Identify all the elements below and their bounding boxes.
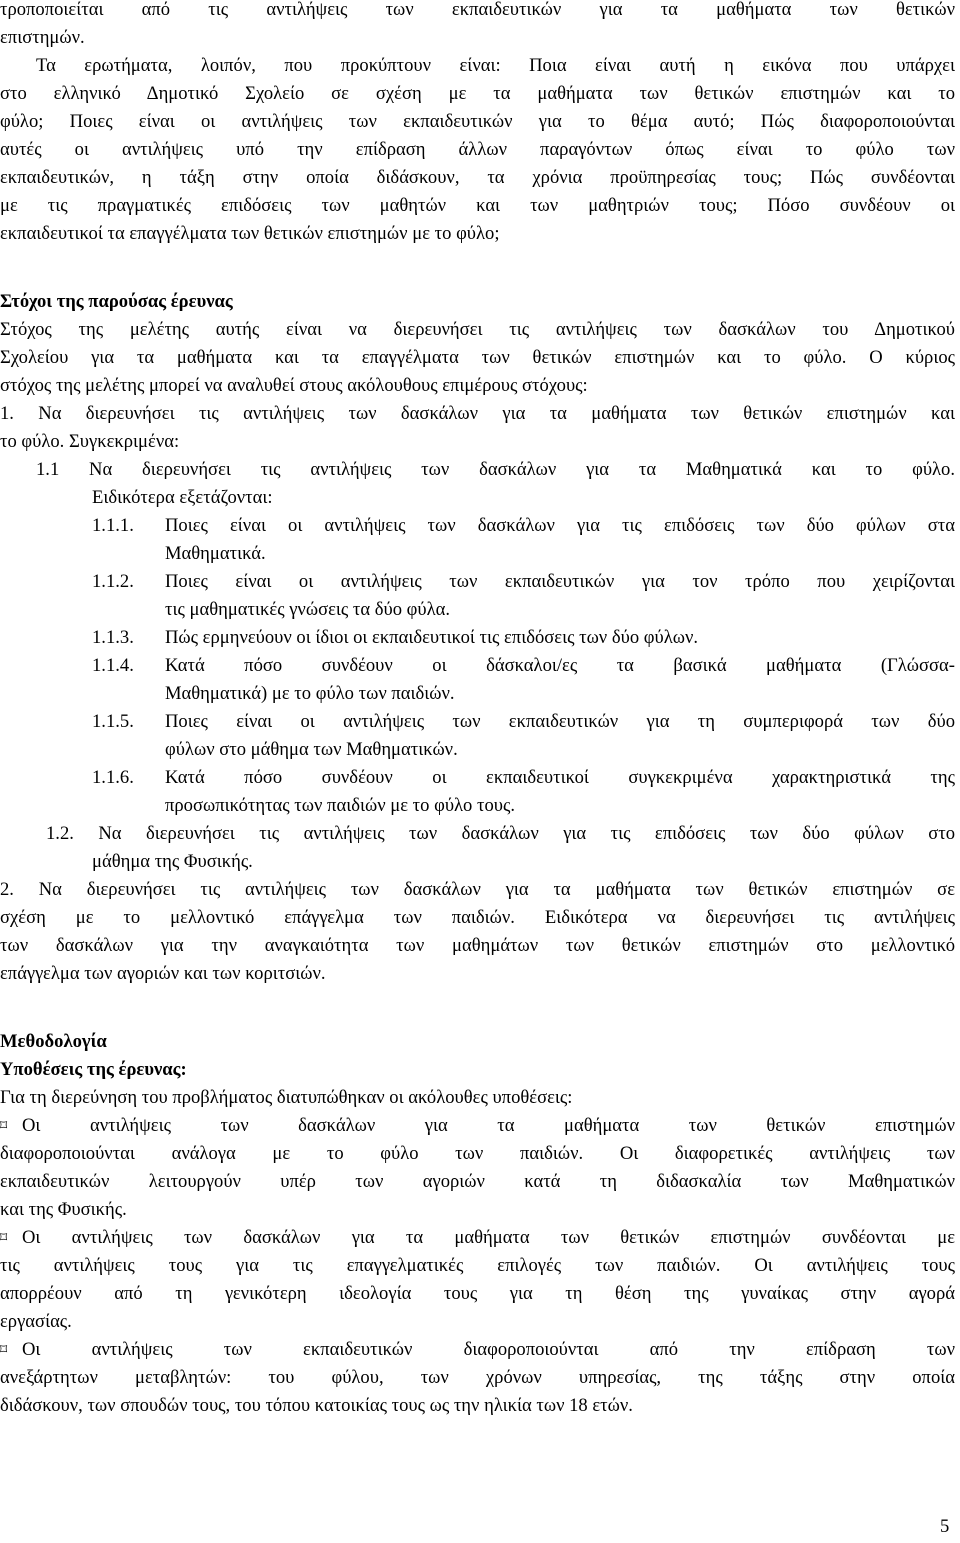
bullet-icon: ⌑ <box>0 1230 8 1246</box>
goal-item-number: 1.1.4. <box>92 655 134 676</box>
section-heading-goals: Στόχοι της παρούσας έρευνας <box>0 291 233 312</box>
hypothesis-text: Οι αντιλήψεις των δασκάλων για τα μαθήματα των θετικών επιστημών <box>22 1115 955 1136</box>
goal-2-line: 2. Να διερευνήσει τις αντιλήψεις των δασκάλων για τα μαθήματα των θετικών επιστημών σε <box>0 879 955 900</box>
goal-item-number: 1.1.1. <box>92 515 134 536</box>
goal-item-text: Κατά πόσο συνδέουν οι δάσκαλοι/ες τα βασικά μαθήματα (Γλώσσα- <box>165 655 955 676</box>
hypothesis-2-line: απορρέουν από τη γενικότερη ιδεολογία τους για τη θέση της γυναίκας στην αγορά <box>0 1283 955 1304</box>
hypothesis-3-line: διδάσκουν, των σπουδών τους, του τόπου κατοικίας τους ως την ηλικία των 18 ετών. <box>0 1395 633 1416</box>
goal-2-line: σχέση με το μελλοντικό επάγγελμα των παιδιών. Ειδικότερα να διερευνήσει τις αντιλήψεις <box>0 907 955 928</box>
goal-item <box>92 652 955 680</box>
hypothesis-2-line: τις αντιλήψεις τους για τις επαγγελματικές επιλογές των παιδιών. Οι αντιλήψεις τους <box>0 1255 955 1276</box>
goal-item-text: προσωπικότητας των παιδιών με το φύλο τους. <box>165 795 515 816</box>
goal-item-number: 1.1.3. <box>92 627 134 648</box>
intro-line: Τα ερωτήματα, λοιπόν, που προκύπτουν είναι: Ποια είναι αυτή η εικόνα που υπάρχει <box>36 55 955 76</box>
goal-item <box>92 568 955 596</box>
hypothesis-text: Οι αντιλήψεις των δασκάλων για τα μαθήματα των θετικών επιστημών συνδέονται με <box>22 1227 955 1248</box>
goal-item-text: Μαθηματικά) με το φύλο των παιδιών. <box>165 683 455 704</box>
bullet-icon: ⌑ <box>0 1118 8 1134</box>
hypothesis-1-line: εκπαιδευτικών λειτουργούν υπέρ των αγοριών κατά τη διδασκαλία των Μαθηματικών <box>0 1171 955 1192</box>
page-number: 5 <box>940 1516 950 1537</box>
intro-line: στο ελληνικό Δημοτικό Σχολείο σε σχέση με τα μαθήματα των θετικών επιστημών και το <box>0 83 955 104</box>
goals-line: Στόχος της μελέτης αυτής είναι να διερευνήσει τις αντιλήψεις των δασκάλων του Δημοτικού <box>0 319 955 340</box>
goal-1-1-line: 1.1 Να διερευνήσει τις αντιλήψεις των δασκάλων για τα Μαθηματικά και το φύλο. <box>36 459 955 480</box>
hypothesis-3-line <box>0 1336 955 1364</box>
hypotheses-intro: Για τη διερεύνηση του προβλήματος διατυπώθηκαν οι ακόλουθες υποθέσεις: <box>0 1087 573 1108</box>
intro-line: φύλο; Ποιες είναι οι αντιλήψεις των εκπαιδευτικών για το θέμα αυτό; Πώς διαφοροποιούνται <box>0 111 955 132</box>
intro-line: εκπαιδευτικών, η τάξη στην οποία διδάσκουν, τα χρόνια προϋπηρεσίας τους; Πώς συνδέονται <box>0 167 955 188</box>
intro-line: με τις πραγματικές επιδόσεις των μαθητών και των μαθητριών τους; Πόσο συνδέουν οι <box>0 195 955 216</box>
goal-item-text: Μαθηματικά. <box>165 543 266 564</box>
intro-line: αυτές οι αντιλήψεις υπό την επίδραση άλλων παραγόντων όπως είναι το φύλο των <box>0 139 955 160</box>
goal-item-text: φύλων στο μάθημα των Μαθηματικών. <box>165 739 458 760</box>
hypothesis-3-line: ανεξάρτητων μεταβλητών: του φύλου, των χρόνων υπηρεσίας, της τάξης στην οποία <box>0 1367 955 1388</box>
bullet-icon: ⌑ <box>0 1342 8 1358</box>
goal-item-text: Ποιες είναι οι αντιλήψεις των εκπαιδευτικών για τον τρόπο που χειρίζονται <box>165 571 955 592</box>
hypothesis-1-line <box>0 1112 955 1140</box>
subheading-hypotheses: Υποθέσεις της έρευνας: <box>0 1059 187 1080</box>
goal-1-line: το φύλο. Συγκεκριμένα: <box>0 431 180 452</box>
goal-2-line: των δασκάλων για την αναγκαιότητα των μαθημάτων των θετικών επιστημών στο μελλοντικό <box>0 935 955 956</box>
goal-item <box>92 764 955 792</box>
hypothesis-1-line: και της Φυσικής. <box>0 1199 127 1220</box>
goal-1-2-line: μάθημα της Φυσικής. <box>92 851 253 872</box>
goal-1-2-line: 1.2. Να διερευνήσει τις αντιλήψεις των δασκάλων για τις επιδόσεις των δύο φύλων στο <box>46 823 955 844</box>
goal-item <box>92 708 955 736</box>
goals-line: στόχος της μελέτης μπορεί να αναλυθεί στους ακόλουθους επιμέρους στόχους: <box>0 375 588 396</box>
goals-line: Σχολείου για τα μαθήματα και τα επαγγέλματα των θετικών επιστημών και το φύλο. Ο κύριος <box>0 347 955 368</box>
goal-item-number: 1.1.5. <box>92 711 134 732</box>
hypothesis-text: Οι αντιλήψεις των εκπαιδευτικών διαφοροποιούνται από την επίδραση των <box>22 1339 955 1360</box>
goal-1-1-line: Ειδικότερα εξετάζονται: <box>92 487 273 508</box>
goal-item <box>92 512 955 540</box>
hypothesis-1-line: διαφοροποιούνται ανάλογα με το φύλο των παιδιών. Οι διαφορετικές αντιλήψεις των <box>0 1143 955 1164</box>
intro-line: εκπαιδευτικοί τα επαγγέλματα των θετικών επιστημών με το φύλο; <box>0 223 500 244</box>
goal-item-number: 1.1.6. <box>92 767 134 788</box>
intro-line: τροποποιείται από τις αντιλήψεις των εκπαιδευτικών για τα μαθήματα των θετικών <box>0 0 955 20</box>
hypothesis-2-line <box>0 1224 955 1252</box>
goal-item-text: Κατά πόσο συνδέουν οι εκπαιδευτικοί συγκεκριμένα χαρακτηριστικά της <box>165 767 955 788</box>
goal-item-text: Ποιες είναι οι αντιλήψεις των εκπαιδευτικών για τη συμπεριφορά των δύο <box>165 711 955 732</box>
goal-item-text: τις μαθηματικές γνώσεις τα δύο φύλα. <box>165 599 451 620</box>
hypothesis-2-line: εργασίας. <box>0 1311 72 1332</box>
section-heading-methodology: Μεθοδολογία <box>0 1031 107 1052</box>
goal-1-line: 1. Να διερευνήσει τις αντιλήψεις των δασκάλων για τα μαθήματα των θετικών επιστημών και <box>0 403 955 424</box>
goal-item-number: 1.1.2. <box>92 571 134 592</box>
goal-item-text: Πώς ερμηνεύουν οι ίδιοι οι εκπαιδευτικοί τις επιδόσεις των δύο φύλων. <box>165 627 699 648</box>
goal-2-line: επάγγελμα των αγοριών και των κοριτσιών. <box>0 963 326 984</box>
goal-item <box>92 624 955 652</box>
goal-item-text: Ποιες είναι οι αντιλήψεις των δασκάλων για τις επιδόσεις των δύο φύλων στα <box>165 515 955 536</box>
intro-line: επιστημών. <box>0 27 85 48</box>
